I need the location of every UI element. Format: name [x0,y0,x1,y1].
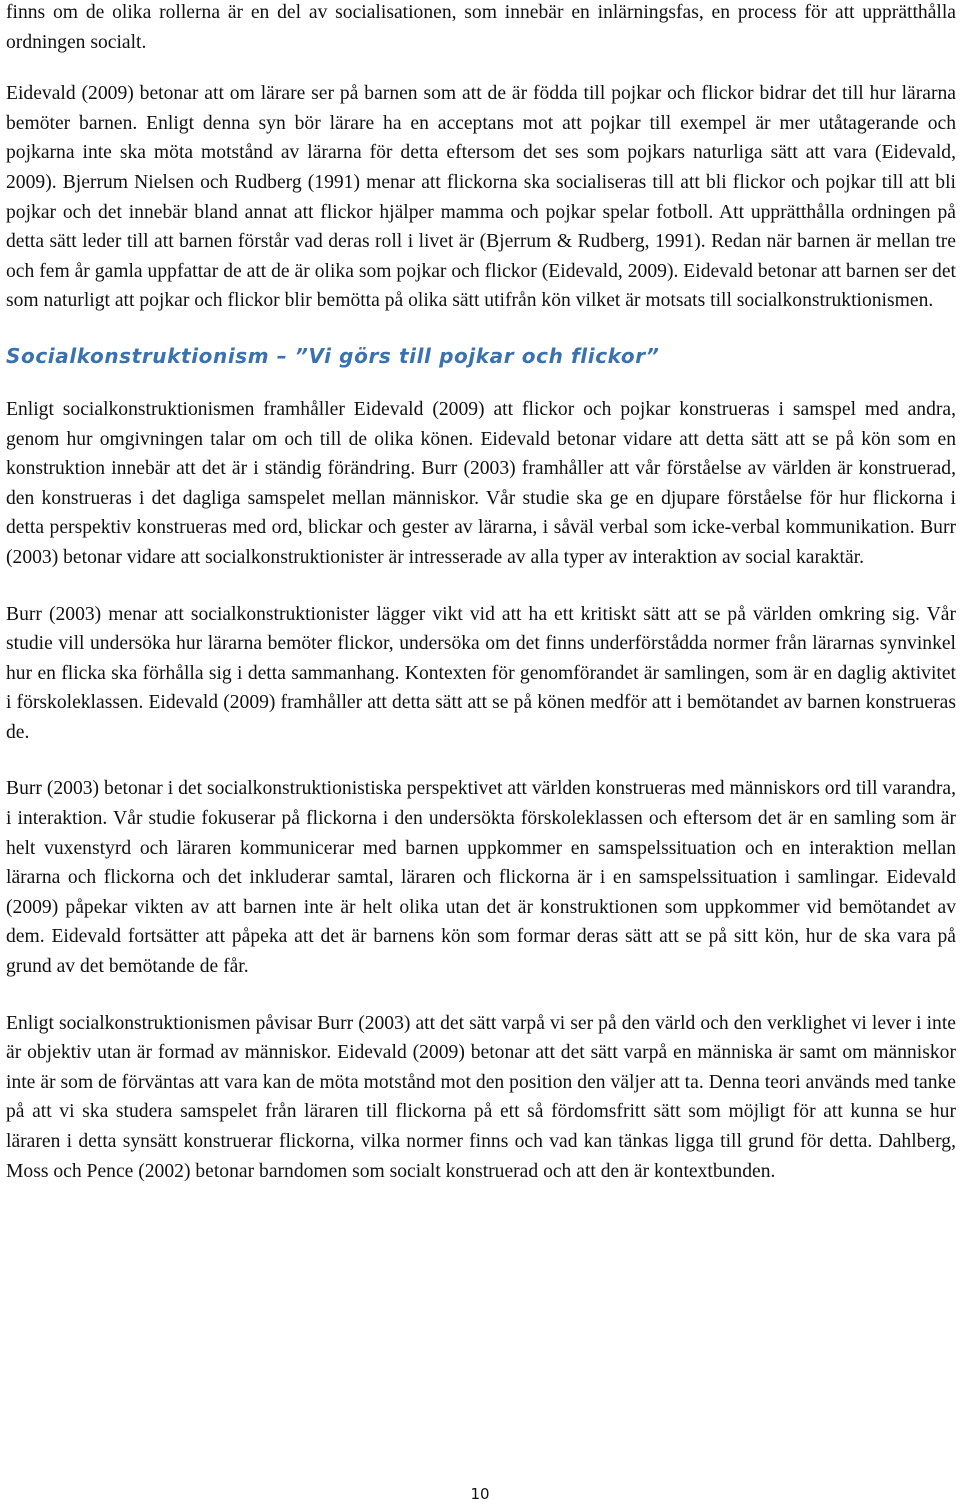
paragraph-5: Burr (2003) betonar i det socialkonstruktionistiska perspektivet att världen konstrueras med människors ord till varandra, i interaktion. Vår studie fokuserar på flickorna i den undersökta förskoleklassen och eftersom det är en samling som är helt vuxenstyrd och läraren kommunicerar med barnen uppkommer en samspelssituation och en interaktion mellan lärarna och flickorna och det inkluderar samtal, läraren och flickorna är i en samspelssituation i samlingar. Eidevald (2009) påpekar vikten av att barnen inte är helt olika utan det är konstruktionen som uppkommer vid bemötandet av dem. Eidevald fortsätter att påpeka att det är barnens kön som formar deras sätt att se på sitt kön, hur de ska vara på grund av det bemötande de får. [6,778,956,978]
paragraph-2: Eidevald (2009) betonar att om lärare ser på barnen som att de är födda till pojkar och flickor bidrar det till hur lärarna bemöter barnen. Enligt denna syn bör lärare ha en acceptans mot att pojkar till exempel är mer utåtagerande och pojkarna inte ska möta motstånd av lärarna för detta eftersom det ses som pojkars naturliga sätt att vara (Eidevald, 2009). Bjerrum Nielsen och Rudberg (1991) menar att flickorna ska socialiseras till att bli flickor och pojkar till att bli pojkar och det innebär bland annat att flickor hjälper mamma och pojkar spelar fotboll. Att upprätthålla ordningen på detta sätt leder till att barnen förstår vad deras roll i livet är (Bjerrum & Rudberg, 1991). Redan när barnen är mellan tre och fem år gamla uppfattar de att de är olika som pojkar och flickor (Eidevald, 2009). Eidevald betonar att barnen ser det som naturligt att pojkar och flickor blir bemötta på olika sätt utifrån kön vilket är motsats till socialkonstruktionismen. [6,83,956,312]
paragraph-4: Burr (2003) menar att socialkonstruktionister lägger vikt vid att ha ett kritiskt sätt att se på världen omkring sig. Vår studie vill undersöka hur lärarna bemöter flickor, undersöka om det finns underförstådda normer från lärarnas synvinkel hur en flicka ska förhålla sig i detta sammanhang. Kontexten för genomförandet är samlingen, som är en daglig aktivitet i förskoleklassen. Eidevald (2009) framhåller att detta sätt att se på könen medför att i bemötandet av barnen konstrueras de. [6,603,956,743]
paragraph-3: Enligt socialkonstruktionismen framhåller Eidevald (2009) att flickor och pojkar konstrueras i samspel med andra, genom hur omgivningen talar om och till de olika könen. Eidevald betonar vidare att detta sätt att se på kön som en konstruktion innebär att det är i ständig förändring. Burr (2003) framhåller att vår förståelse av världen är konstruerad, den konstrueras i det dagliga samspelet mellan människor. Vår studie ska ge en djupare förståelse för hur flickorna i detta perspektiv konstrueras med ord, blickar och gester av lärarna, i såväl verbal som icke-verbal kommunikation. Burr (2003) betonar vidare att socialkonstruktionister är intresserade av alla typer av interaktion av social karaktär. [6,398,956,568]
page-number: 10 [470,1485,490,1503]
paragraph-6: Enligt socialkonstruktionismen påvisar Burr (2003) att det sätt varpå vi ser på den värld och den verklighet vi lever i inte är objektiv utan är formad av människor. Eidevald (2009) betonar att det sätt varpå en människa är samt om människor inte är som de förväntas att vara kan de möta motstånd mot den position den väljer att ta. Denna teori används med tanke på att vi ska studera samspelet från läraren till flickorna på ett så fördomsfritt sätt som möjligt för att kunna se hur läraren i detta synsätt konstruerar flickorna, vilka normer finns och vad kan tänkas ligga till grund för detta. Dahlberg, Moss och Pence (2002) betonar barndomen som socialt konstruerad och att den är kontextbunden. [6,1012,956,1182]
document-page [6,0,956,1186]
section-heading: Socialkonstruktionism – ”Vi görs till pojkar och flickor” [6,343,660,368]
paragraph-1: finns om de olika rollerna är en del av socialisationen, som innebär en inlärningsfas, en process för att upprätthålla ordningen socialt. [6,2,956,53]
